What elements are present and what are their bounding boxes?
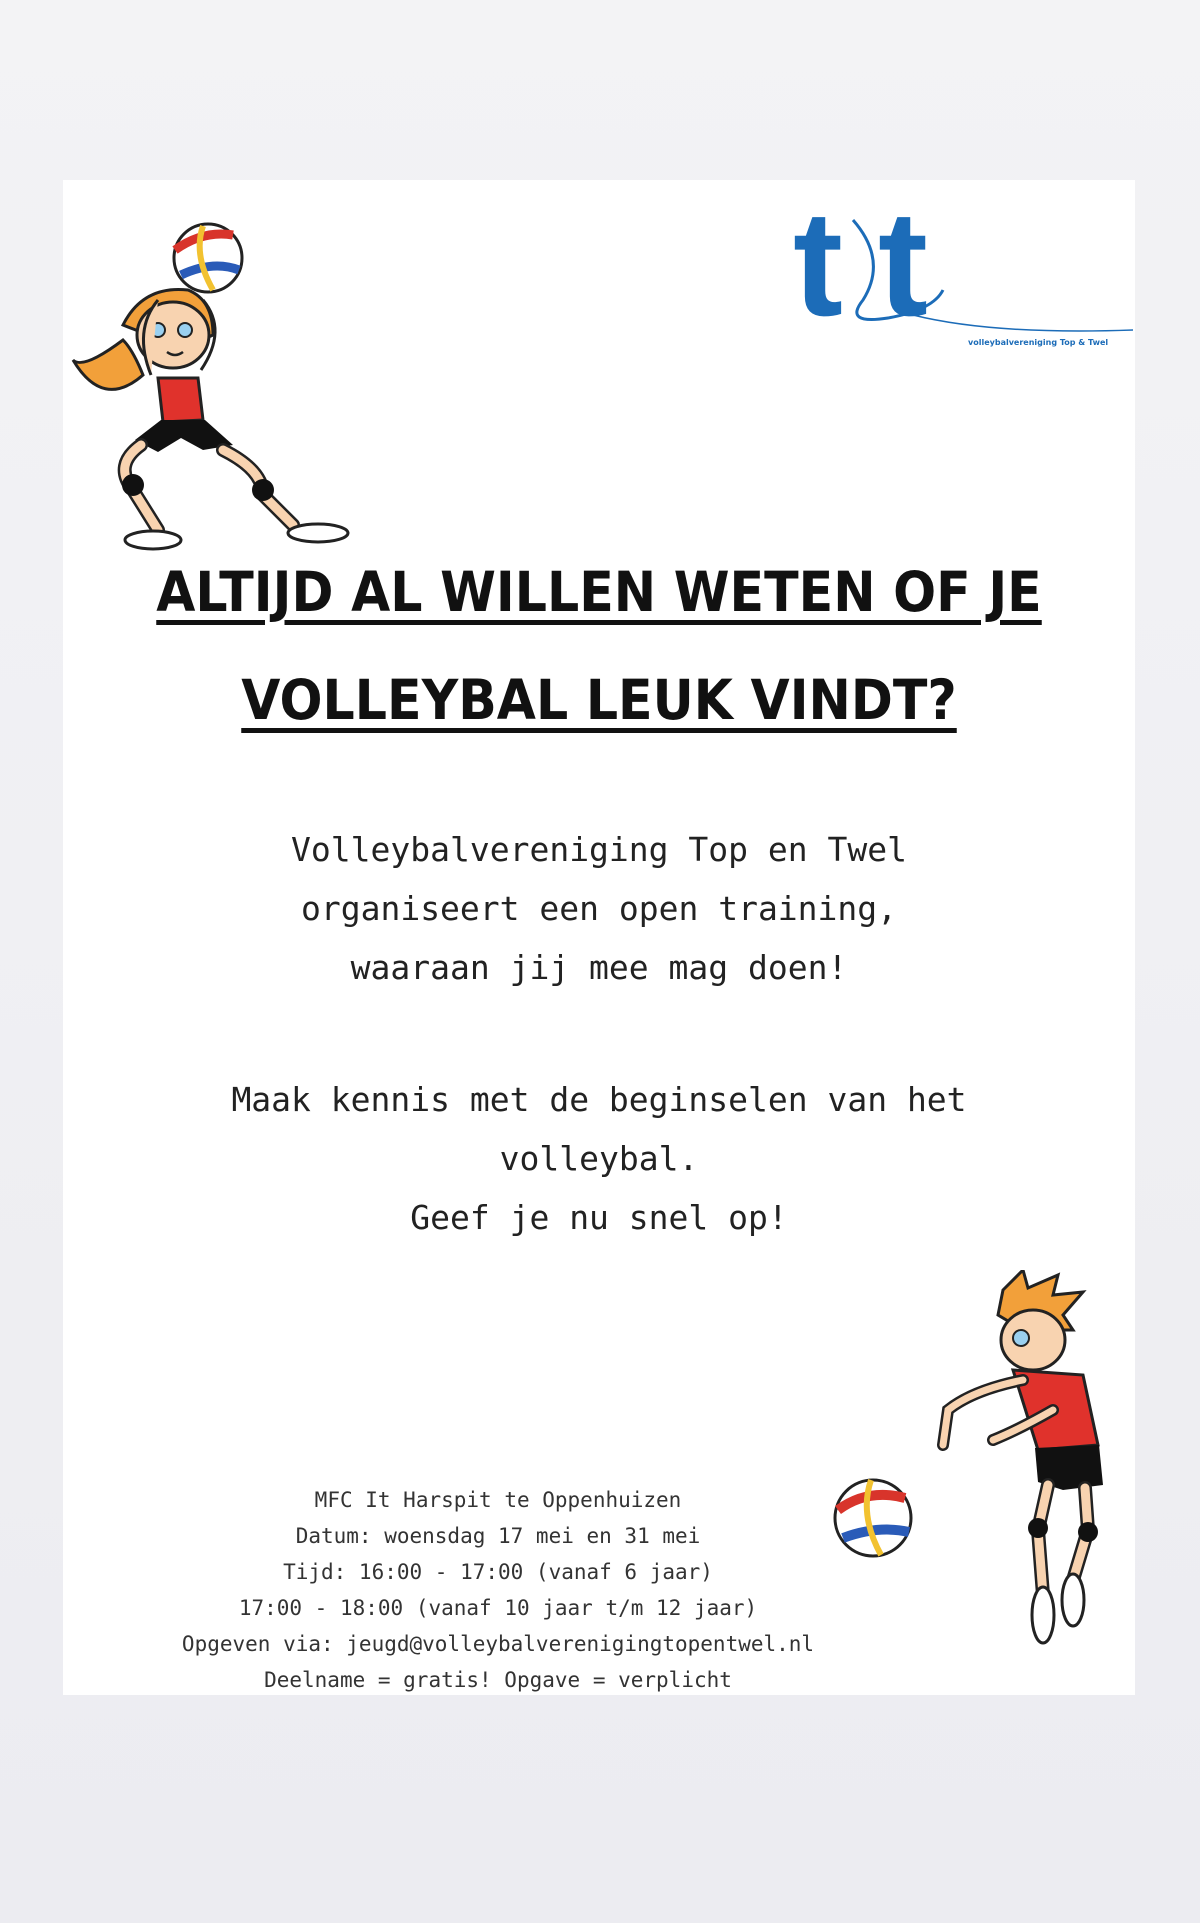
event-note: Deelname = gratis! Opgave = verplicht bbox=[264, 1668, 732, 1692]
callout-line: volleybal. bbox=[499, 1139, 699, 1178]
intro-line: waaraan jij mee mag doen! bbox=[350, 948, 848, 987]
volleyball-icon bbox=[174, 224, 242, 292]
callout-line: Geef je nu snel op! bbox=[410, 1198, 788, 1237]
event-details bbox=[63, 1482, 933, 1698]
event-time-2: 17:00 - 18:00 (vanaf 10 jaar t/m 12 jaar) bbox=[238, 1596, 758, 1620]
club-logo bbox=[793, 200, 1133, 340]
event-date: Datum: woensdag 17 mei en 31 mei bbox=[295, 1524, 701, 1548]
girl-player-illustration bbox=[63, 200, 363, 560]
headline-line-1: ALTIJD AL WILLEN WETEN OF JE bbox=[156, 560, 1042, 624]
event-time-1: Tijd: 16:00 - 17:00 (vanaf 6 jaar) bbox=[283, 1560, 713, 1584]
svg-text:t: t bbox=[793, 200, 843, 340]
event-signup: Opgeven via: jeugd@volleybalverenigingtopentwel.nl bbox=[181, 1632, 815, 1656]
intro-paragraph bbox=[63, 820, 1135, 997]
headline-line-2: VOLLEYBAL LEUK VINDT? bbox=[241, 668, 957, 732]
intro-line: organiseert een open training, bbox=[300, 889, 898, 928]
event-location: MFC It Harspit te Oppenhuizen bbox=[314, 1488, 682, 1512]
event-poster bbox=[63, 180, 1135, 1695]
intro-line: Volleybalvereniging Top en Twel bbox=[291, 830, 907, 869]
background-area bbox=[63, 1695, 1135, 1923]
logo-tagline: volleybalvereniging Top & Twel bbox=[968, 338, 1109, 347]
svg-text:t: t bbox=[878, 200, 928, 340]
callout-line: Maak kennis met de beginselen van het bbox=[231, 1080, 967, 1119]
callout-paragraph bbox=[63, 1070, 1135, 1247]
